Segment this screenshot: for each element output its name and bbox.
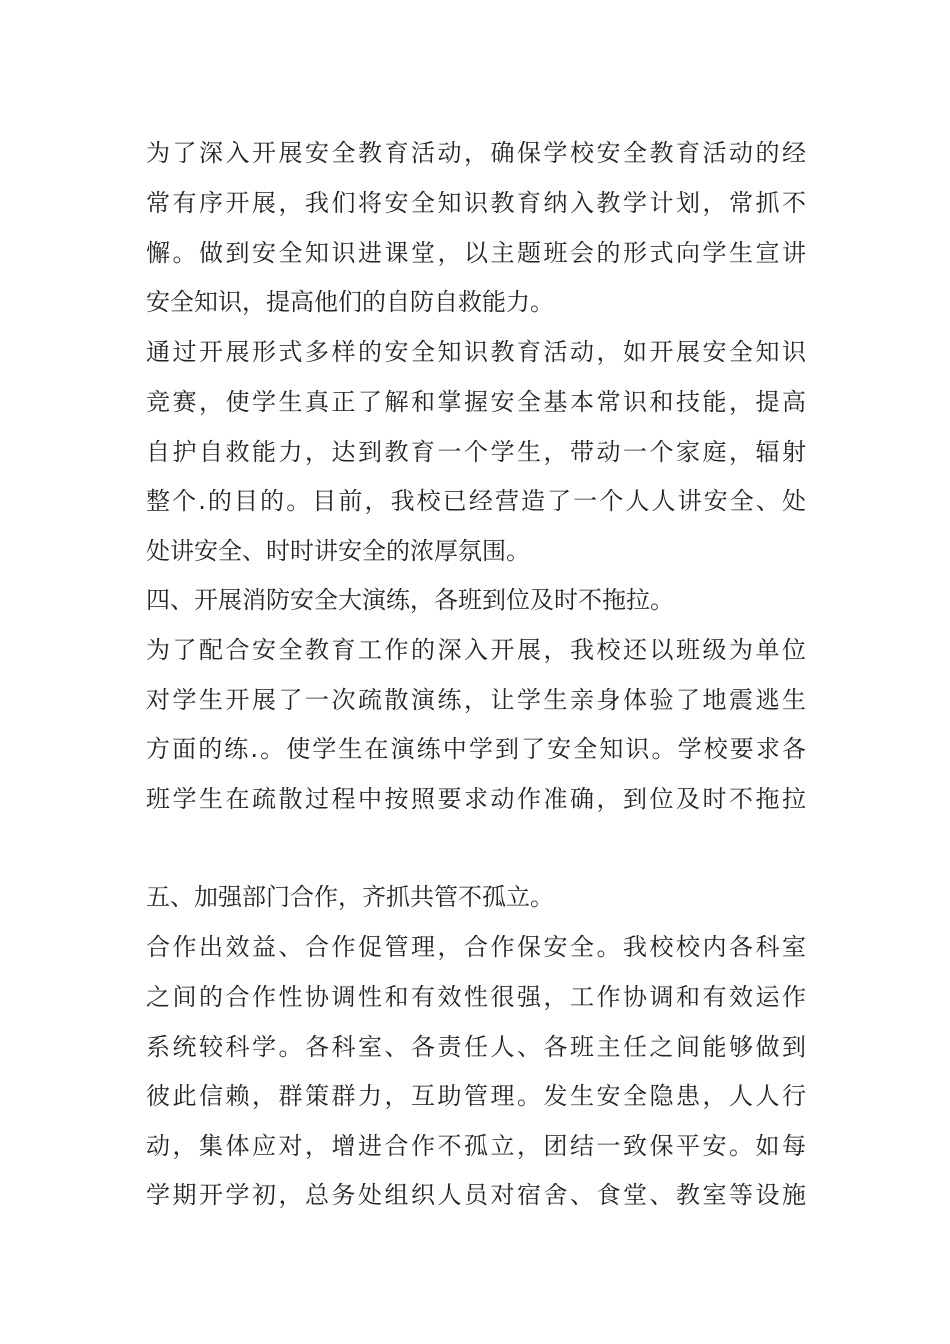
text-line: 之间的合作性协调性和有效性很强，工作协调和有效运作 [146, 983, 806, 1011]
text-line: 方面的练.。使学生在演练中学到了安全知识。学校要求各 [146, 735, 806, 763]
text-line: 为了配合安全教育工作的深入开展，我校还以班级为单位 [146, 636, 806, 664]
text-line: 自护自救能力，达到教育一个学生，带动一个家庭，辐射 [146, 438, 806, 466]
text-line: 彼此信赖，群策群力，互助管理。发生安全隐患，人人行 [146, 1082, 806, 1110]
text-line: 处讲安全、时时讲安全的浓厚氛围。 [146, 537, 530, 565]
text-line: 整个.的目的。目前，我校已经营造了一个人人讲安全、处 [146, 487, 806, 515]
section-heading: 四、开展消防安全大演练，各班到位及时不拖拉。 [146, 586, 674, 614]
text-line: 竞赛，使学生真正了解和掌握安全基本常识和技能，提高 [146, 388, 806, 416]
text-line: 常有序开展，我们将安全知识教育纳入教学计划，常抓不 [146, 189, 806, 217]
text-line: 为了深入开展安全教育活动，确保学校安全教育活动的经 [146, 139, 806, 167]
text-line: 懈。做到安全知识进课堂，以主题班会的形式向学生宣讲 [146, 239, 806, 267]
text-line: 安全知识，提高他们的自防自救能力。 [146, 288, 554, 316]
text-line: 系统较科学。各科室、各责任人、各班主任之间能够做到 [146, 1033, 806, 1061]
text-line: 通过开展形式多样的安全知识教育活动，如开展安全知识 [146, 338, 806, 366]
text-line: 班学生在疏散过程中按照要求动作准确，到位及时不拖拉 [146, 785, 806, 813]
section-heading: 五、加强部门合作，齐抓共管不孤立。 [146, 883, 554, 911]
text-line: 学期开学初，总务处组织人员对宿舍、食堂、教室等设施 [146, 1181, 806, 1209]
text-line: 动，集体应对，增进合作不孤立，团结一致保平安。如每 [146, 1132, 806, 1160]
text-line: 对学生开展了一次疏散演练，让学生亲身体验了地震逃生 [146, 686, 806, 714]
text-line: 合作出效益、合作促管理，合作保安全。我校校内各科室 [146, 933, 806, 961]
